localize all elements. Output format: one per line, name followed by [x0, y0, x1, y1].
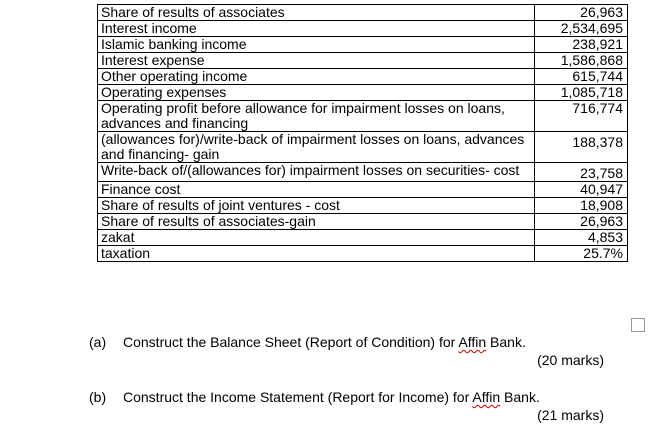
row-value: 615,744: [535, 69, 628, 85]
row-label: taxation: [98, 246, 535, 262]
table-row: [98, 37, 628, 53]
row-label: Islamic banking income: [98, 37, 535, 53]
row-label: zakat: [98, 230, 535, 246]
question-letter: (b): [89, 389, 107, 405]
row-label: Finance cost: [98, 182, 535, 198]
row-value: 40,947: [535, 182, 628, 198]
row-label: Share of results of joint ventures - cost: [98, 198, 535, 214]
table-row: [98, 132, 628, 163]
question-text: Construct the Income Statement (Report for Income) for: [123, 389, 473, 405]
table-row: [98, 214, 628, 230]
row-value: 1,085,718: [535, 85, 628, 101]
table-row: [98, 21, 628, 37]
row-value: 26,963: [535, 5, 628, 21]
question-text: Construct the Balance Sheet (Report of Condition) for: [123, 334, 459, 350]
marks-b: (21 marks): [537, 407, 604, 423]
question-letter: (a): [89, 334, 107, 350]
row-label: Share of results of associates: [98, 5, 535, 21]
question-text-end: Bank.: [500, 389, 540, 405]
table-row: [98, 198, 628, 214]
checkbox[interactable]: [631, 318, 645, 332]
bank-name: Affin: [458, 334, 487, 350]
row-value: 2,534,695: [535, 21, 628, 37]
row-value: 18,908: [535, 198, 628, 214]
row-label: Interest income: [98, 21, 535, 37]
row-value: 716,774: [535, 101, 628, 132]
row-value: 1,586,868: [535, 53, 628, 69]
table-row: [98, 85, 628, 101]
row-value: 26,963: [535, 214, 628, 230]
row-label: Other operating income: [98, 69, 535, 85]
table-row: [98, 5, 628, 21]
question-b: [89, 389, 609, 406]
row-value: 238,921: [535, 37, 628, 53]
row-value: 25.7%: [535, 246, 628, 262]
question-text-end: Bank.: [486, 334, 526, 350]
table-row: [98, 53, 628, 69]
row-value: 23,758: [535, 163, 628, 182]
row-label: Write-back of/(allowances for) impairment losses on securities- cost: [98, 163, 535, 182]
row-label: Interest expense: [98, 53, 535, 69]
table-row: [98, 230, 628, 246]
row-value: 188,378: [535, 132, 628, 163]
table-row: [98, 182, 628, 198]
table-row: [98, 246, 628, 262]
row-value: 4,853: [535, 230, 628, 246]
row-label: Share of results of associates-gain: [98, 214, 535, 230]
bank-name: Affin: [472, 389, 501, 405]
table-row: [98, 101, 628, 132]
marks-a: (20 marks): [537, 352, 604, 368]
row-label: (allowances for)/write-back of impairment losses on loans, advances and financing- gain: [98, 132, 535, 163]
table-row: [98, 69, 628, 85]
row-label: Operating profit before allowance for impairment losses on loans, advances and financing: [98, 101, 535, 132]
table-row: [98, 163, 628, 182]
question-a: [89, 334, 609, 351]
financial-data-table: [97, 4, 628, 262]
row-label: Operating expenses: [98, 85, 535, 101]
